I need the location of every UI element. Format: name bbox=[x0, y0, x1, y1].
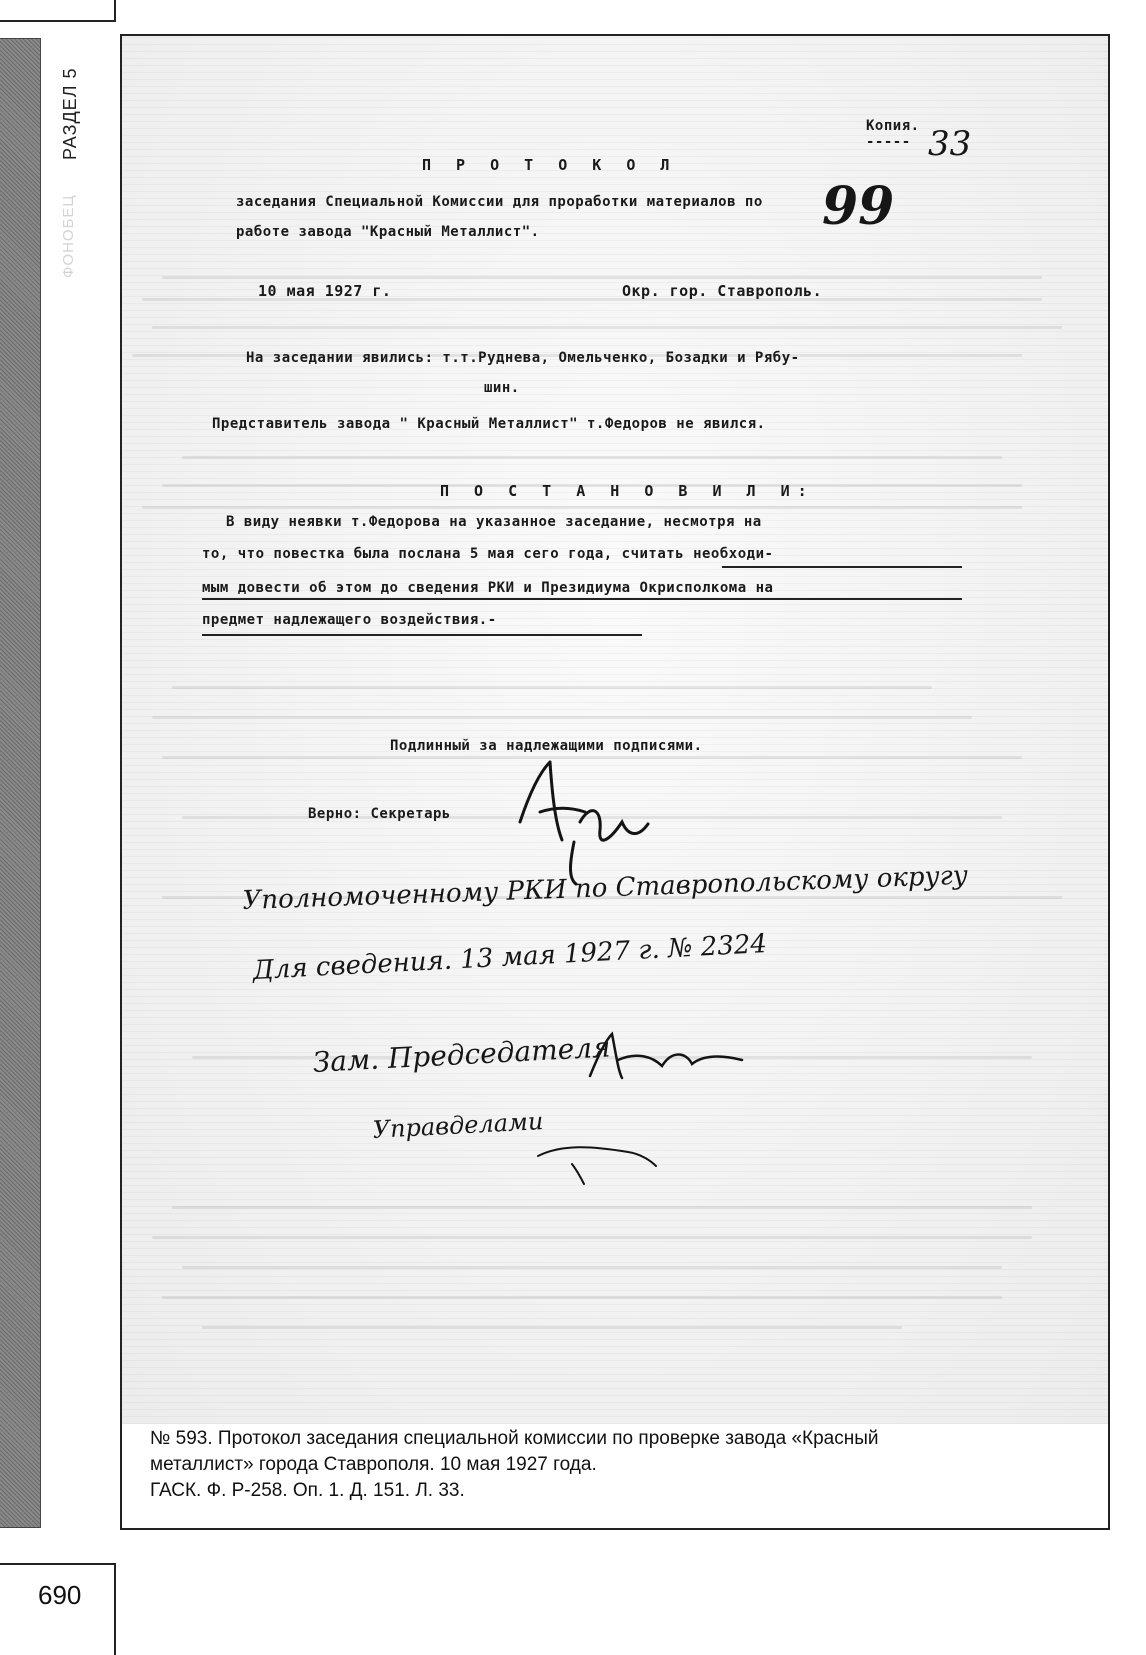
resolution-line-2: то, что повестка была послана 5 мая сего года, считать необходи- bbox=[202, 546, 774, 562]
handwritten-line-2: Для сведения. 13 мая 1927 г. № 2324 bbox=[252, 929, 768, 986]
resolution-line-3: мым довести об этом до сведения РКИ и Президиума Окрисполкома на bbox=[202, 580, 774, 596]
top-corner-box bbox=[0, 0, 116, 22]
absent-line: Представитель завода " Красный Металлист" т.Федоров не явился. bbox=[212, 416, 766, 432]
page-number: 690 bbox=[38, 1580, 82, 1610]
signed-line: Подлинный за надлежащими подписями. bbox=[390, 738, 703, 754]
attendance-line-1: На заседании явились: т.т.Руднева, Омельченко, Бозадки и Рябу- bbox=[246, 350, 800, 366]
verified-label: Верно: Секретарь bbox=[308, 806, 451, 822]
caption-line-3: ГАСК. Ф. Р-258. Оп. 1. Д. 151. Л. 33. bbox=[150, 1480, 465, 1501]
handwritten-line-3: Зам. Председателя bbox=[312, 1030, 612, 1079]
series-label: ФОНОБЕЦ bbox=[60, 194, 77, 278]
caption-line-1: № 593. Протокол заседания специальной комиссии по проверке завода «Красный bbox=[150, 1428, 879, 1449]
deputy-chairman-signature bbox=[582, 1026, 752, 1096]
sheet-number: 33 bbox=[928, 124, 972, 164]
subtitle-line-2: работе завода "Красный Металлист". bbox=[236, 224, 540, 240]
secretary-signature bbox=[510, 752, 660, 888]
resolution-underline-1 bbox=[722, 566, 962, 568]
attendance-line-2: шин. bbox=[484, 380, 520, 396]
copy-mark: Копия. bbox=[866, 118, 920, 134]
resolution-title: П О С Т А Н О В И Л И: bbox=[440, 482, 815, 500]
section-side-bar bbox=[0, 38, 41, 1528]
section-label: РАЗДЕЛ 5 bbox=[60, 67, 80, 160]
resolution-line-4: предмет надлежащего воздействия.- bbox=[202, 612, 497, 628]
section-label-group bbox=[60, 38, 90, 278]
document-date: 10 мая 1927 г. bbox=[258, 282, 392, 300]
document-scan bbox=[122, 36, 1108, 1424]
subtitle-line-1: заседания Специальной Комиссии для проработки материалов по bbox=[236, 194, 763, 210]
handwritten-line-1: Уполномоченному РКИ по Ставропольскому округу bbox=[242, 860, 969, 916]
document-title: П Р О Т О К О Л bbox=[422, 156, 678, 174]
document-frame bbox=[120, 34, 1110, 1530]
figure-caption bbox=[150, 1426, 1080, 1504]
document-place: Окр. гор. Ставрополь. bbox=[622, 282, 823, 300]
caption-line-2: металлист» города Ставрополя. 10 мая 1927 года. bbox=[150, 1454, 597, 1475]
business-manager-signature bbox=[532, 1126, 662, 1186]
copy-mark-dash: ----- bbox=[866, 134, 911, 150]
handwritten-mark: 99 bbox=[822, 176, 895, 237]
handwritten-line-4: Управделами bbox=[372, 1107, 545, 1144]
resolution-underline-3 bbox=[202, 634, 642, 636]
resolution-underline-2 bbox=[202, 598, 962, 600]
resolution-line-1: В виду неявки т.Федорова на указанное заседание, несмотря на bbox=[226, 514, 762, 530]
